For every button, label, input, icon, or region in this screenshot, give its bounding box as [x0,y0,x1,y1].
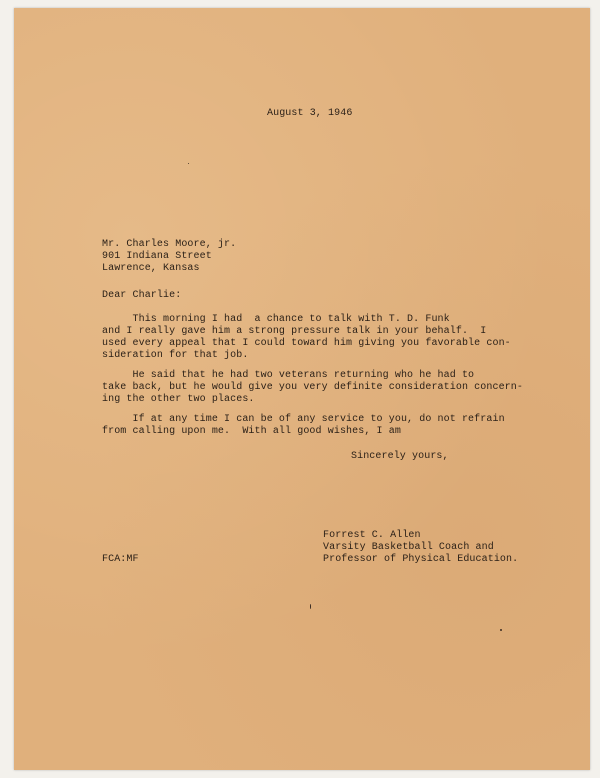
recipient-city: Lawrence, Kansas [102,263,200,274]
signer-title: Varsity Basketball Coach and [323,542,494,553]
paper-speck [310,604,311,609]
body-line: This morning I had a chance to talk with T. D. Funk [102,314,450,325]
body-line: If at any time I can be of any service to you, do not refrain [102,414,505,425]
recipient-street: 901 Indiana Street [102,251,212,262]
body-line: and I really gave him a strong pressure talk in your behalf. I [102,326,487,337]
letter-date: August 3, 1946 [267,108,353,119]
body-line: from calling upon me. With all good wishes, I am [102,426,401,437]
signer-name: Forrest C. Allen [323,530,421,541]
paper-speck [500,629,502,631]
typist-initials: FCA:MF [102,554,139,565]
body-line: He said that he had two veterans returning who he had to [102,370,475,381]
body-line: take back, but he would give you very definite consideration concern- [102,382,523,393]
closing: Sincerely yours, [351,451,449,462]
body-line: ing the other two places. [102,394,255,405]
body-line: used every appeal that I could toward him giving you favorable con- [102,338,511,349]
signer-department: Professor of Physical Education. [323,554,519,565]
salutation: Dear Charlie: [102,290,182,301]
letter-page [14,8,590,770]
body-line: sideration for that job. [102,350,249,361]
recipient-name: Mr. Charles Moore, jr. [102,239,237,250]
paper-speck [188,163,189,164]
